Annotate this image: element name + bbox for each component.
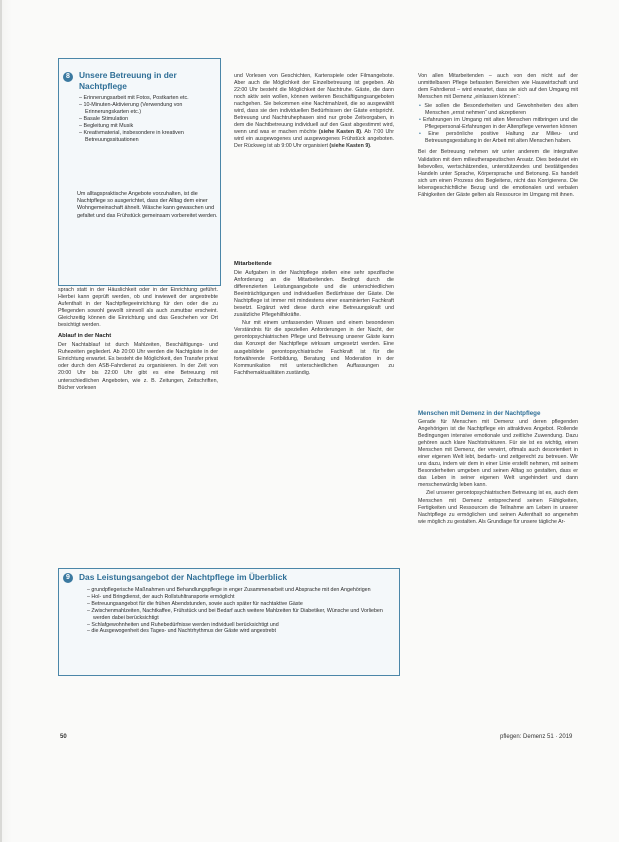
scan-edge [0,0,2,842]
box-number-icon: 8 [63,72,73,82]
info-box-title: Unsere Betreuung in der Nachtpflege [79,70,177,91]
info-box-leistungsangebot [58,568,400,676]
list-item: • Sie sollen die Besonderheiten und Gewohnheiten des alten Menschen „ernst nehmen“ und akzeptieren [418,103,578,117]
text-column-3-lower [418,406,578,527]
info-box-paragraph: Um alltagspraktische Angebote vorzuhalten, ist die Nachtpflege so ausgerichtet, dass der Alltag dem einer Wohngemeinschaft ähnelt. Wäsche kann gewaschen und gefaltet und das Frühstück gemeinsam vorbereitet werden. [77,191,218,219]
text-column-2 [234,73,394,152]
list-item: – Hol- und Bringdienst, der auch Rollstuhltransporte ermöglicht [85,594,391,601]
journal-footer: pflegen: Demenz 51 · 2019 [500,734,573,740]
bullet-list [418,103,578,145]
box-reference: (siehe Kasten 9) [329,143,371,150]
list-item: – Betreuungsangebot für die frühen Abendstunden, sowie auch später für nachtaktive Gäste [85,601,391,608]
text-column-3 [418,73,578,200]
info-box-list [77,95,219,144]
body-text: und Vorlesen von Geschichten, Kartenspiele oder Filmangebote. Aber auch die Möglichkeit der Einzelbetreuung ist gegeben. Ab 22:00 Uhr besteht die Möglichkeit der Nachtruhe. Gäste, die dann noch aktiv sein wollen, können weiteren Beschäftigungsangeboten nachgehen. Sie bekommen eine Nachtmahlzeit, die so ausgewählt wird, dass sie den individuellen Bedürfnissen der Gäste entspricht. Betreuung und Nachtruhephasen sind nur grobe Zeitvorgaben, in dem die Nachtbetreuung individuell auf den Gast abgestimmt wird, wenn und was er machen möchte [234,73,394,136]
text-column-1 [58,287,218,393]
box-number-icon: 9 [63,573,73,583]
body-paragraph: Bei der Betreuung nehmen wir unter anderem die integrative Validation mit dem milieutherapeutischen Ansatz. Dies bedeutet ein liebevolles, wertschätzendes, unterstützendes und bestätigendes Handeln unter Sprache, Körpersprache und Betonung. Es handelt sich um einen Prozess des Begleitens, nicht das Korrigierens. Die lebensgeschichtliche Bezug und die emotionalen und verbalen Fähigkeiten der Gäste gelten als Ressource im Umgang mit ihnen. [418,149,578,198]
list-item: – Kreativmaterial, insbesondere in kreativen Betreuungssituationen [77,130,219,144]
section-heading-mitarbeitende: Mitarbeitende [234,261,272,267]
list-item: – grundpflegerische Maßnahmen und Behandlungspflege in enger Zusammenarbeit und Absprache mit den Angehörigen [85,587,391,594]
body-paragraph: Die Aufgaben in der Nachtpflege stellen eine sehr spezifische Anforderung an die Mitarbeitenden. Bedingt durch die differenzierten Leistungsangebote und die unterschiedlichen Beeinträchtigungen und individuellen Bedürfnisse der Gäste. Die Nachtpflege ist immer mit mindestens einer examinierten Fachkraft besetzt. Ergänzt wird diese durch eine Betreuungskraft und zusätzliche Pflegehilfskräfte. [234,270,394,319]
box-reference: (siehe Kasten 8) [318,129,361,136]
list-item: • Eine persönliche positive Haltung zur Milieu- und Betreuungsgestaltung in der Arbeit mit alten Menschen haben. [418,131,578,145]
text-column-2-lower [234,257,394,378]
list-item: • Erfahrungen im Umgang mit alten Menschen mitbringen und die Pflegepersonal-Erfahrungen in der Altenpflege verwerten können [418,117,578,131]
body-paragraph: Der Nachtablauf ist durch Mahlzeiten, Beschäftigungs- und Ruhezeiten gegliedert. Ab 20:00 Uhr werden die Nachtgäste in der Einrichtung erwartet. Es besteht die Möglichkeit, den Transfer privat oder durch den ASB-Fahrdienst zu organisieren. In der Zeit von 20:00 Uhr bis 22:00 Uhr gibt es eine Betreuung mit unterschiedlichen Angeboten, wie z. B. Zeitungen, Zeitschriften, Bücher vorlesen [58,342,218,391]
list-item: – Erinnerungsarbeit mit Fotos, Postkarten etc. [77,95,219,102]
body-paragraph: Nur mit einem umfassenden Wissen und einem besonderen Verständnis für die speziellen Anforderungen in der Nacht, der gerontopsychiatrischen Pflege und Betreuung unserer Gäste kann das Konzept der Nachtpflege wirksam umgesetzt werden. Eine ausgebildete gerontopsychiatrische Fachkraft ist für die fortwährende Fortbildung, Beratung und Moderation in der Kommunikation mit unterschiedlichen Auffassungen zu Fachthemaktualitäten zuständig. [234,320,394,376]
section-heading-ablauf: Ablauf in der Nacht [58,333,112,340]
list-item: – Basale Stimulation [77,116,219,123]
body-text: . Ab 7:00 Uhr wird ein ausgewogenes und ausgewogenes Frühstück angeboten. Der Rückweg ist ab 9:00 Uhr organisiert [234,129,395,150]
info-box-betreuung [58,58,221,286]
list-item: – Schlafgewohnheiten und Ruhebedürfnisse werden individuell berücksichtigt und [85,622,391,629]
list-item: – die Ausgewogenheit des Tages- und Nachtrhythmus der Gäste wird angestrebt [85,628,391,635]
list-item: – Begleitung mit Musik [77,123,219,130]
page-number: 50 [60,734,67,740]
body-paragraph: Gerade für Menschen mit Demenz und deren pflegenden Angehörigen ist die Nachtpflege ein attraktives Angebot. Rollende Bedingungen intensive emotionale und zeitliche Zuwendung. Dazu gehören auch klare Nachtstrukturen. Für sie ist es wichtig, einen Menschen mit Demenz, der verwirrt, oftmals auch desorientiert in einer eigenen Welt lebt, bedarfs- und zeitgerecht zu betreuen. Wir uns dazu, indem wir dem in einer Linie erstellt nehmen, mit seinem Besonderheiten umgeben und seinen Alltag so gestalten, dass er das Leben in seiner eigenen Welt ungehindert und dann menschenwürdig leben kann. [418,419,578,489]
service-list [85,587,391,635]
body-paragraph: Von allen Mitarbeitenden – auch von den nicht auf der unmittelbaren Pflege befassten Bereichen wie Hauswirtschaft und dem Fahrdienst – wird erwartet, dass sie sich auf den Umgang mit Menschen mit Demenz „einlassen können“: [418,73,578,101]
body-paragraph: Ziel unserer gerontopsychiatrischen Betreuung ist es, auch dem Menschen mit Demenz entsprechend seinen Fähigkeiten, Fertigkeiten und Ressourcen die Teilnahme am Leben in unserer Nachtpflege zu ermöglichen und seinen Aufenthalt so angenehm wie möglich zu gestalten. Als Grundlage für unsere tägliche Ar- [418,490,578,525]
list-item: – Zwischenmahlzeiten, Nachtkaffee, Frühstück und bei Bedarf auch weitere Mahlzeiten für Diabetiker, Wünsche und Vorlieben werden dabei berücksichtigt [85,608,391,622]
service-box-title: Das Leistungsangebot der Nachtpflege im Überblick [79,572,288,582]
section-heading-demenz: Menschen mit Demenz in der Nachtpflege [418,410,541,417]
body-paragraph: sprach statt in der Häuslichkeit oder in der Einrichtung geführt. Hierbei kann geprüft werden, ob und inwieweit der angestrebte Aufenthalt in der Nachtpflegeeinrichtung für den oder die zu Pflegenden sowohl gewollt sinnvoll als auch zumutbar erscheint. Gleichzeitig können die Einrichtung und das Geschehen vor Ort besichtigt werden. [58,287,218,329]
list-item: – 10-Minuten-Aktivierung (Verwendung von Erinnerungskarten etc.) [77,102,219,116]
body-paragraph: und Vorlesen von Geschichten, Kartenspiele oder Filmangebote. Aber auch die Möglichkeit der Einzelbetreuung ist gegeben. Ab 22:00 Uhr besteht die Möglichkeit der Nachtruhe. Gäste, die dann noch aktiv sein wollen, können weiteren Beschäftigungsangeboten nachgehen. Sie bekommen eine Nachtmahlzeit, die so ausgewählt wird, dass sie den individuellen Bedürfnissen der Gäste entspricht. Betreuung und Nachtruhephasen sind nur grobe Zeitvorgaben, in dem die Nachtbetreuung individuell auf den Gast abgestimmt wird, wenn und was er machen möchte (siehe Kasten 8). Ab 7:00 Uhr wird ein ausgewogenes und ausgewogenes Frühstück angeboten. Der Rückweg ist ab 9:00 Uhr organisiert (siehe Kasten 9). [234,73,395,150]
